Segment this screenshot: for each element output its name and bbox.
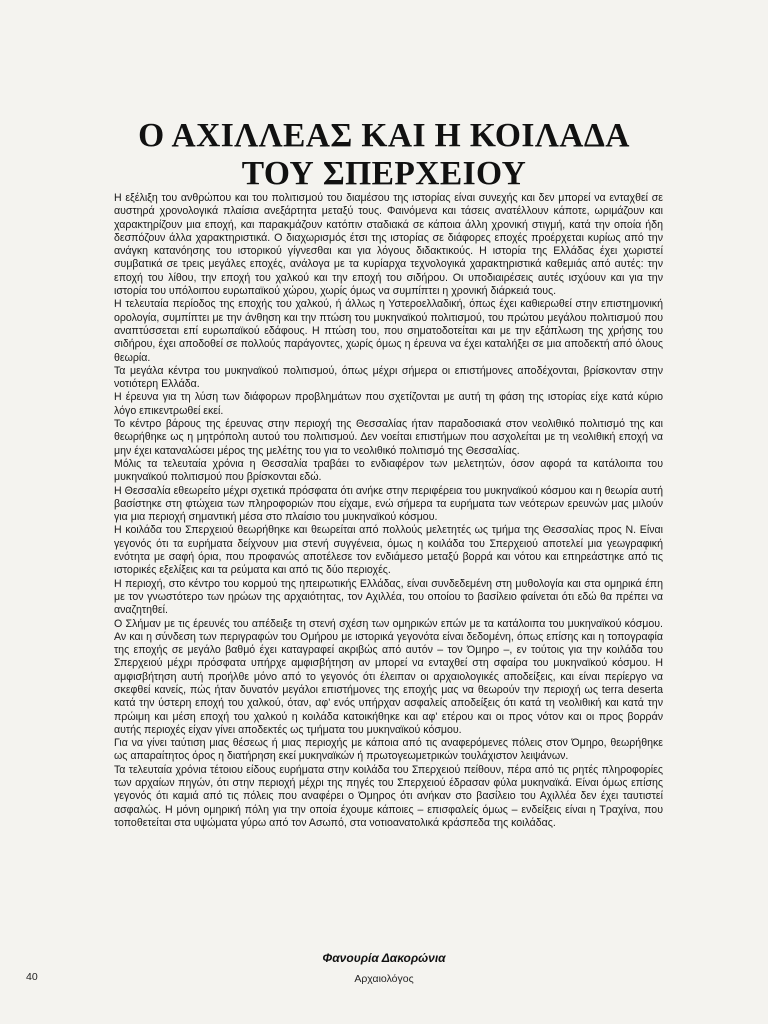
paragraph: Η έρευνα για τη λύση των διάφορων προβλημάτων που σχετίζονται με αυτή τη φάση της ιστορίας είχε κατά κύριο λόγο επικεντρωθεί εκεί.	[114, 391, 663, 417]
title-line-2: ΤΟΥ ΣΠΕΡΧΕΙΟΥ	[241, 155, 527, 192]
title-line-1: Ο ΑΧΙΛΛΕΑΣ ΚΑΙ Η ΚΟΙΛΑΔΑ	[138, 117, 630, 154]
paragraph: Το κέντρο βάρους της έρευνας στην περιοχή της Θεσσαλίας ήταν παραδοσιακά στον νεολιθικό πολιτισμό της και θεωρήθηκε ως η μητρόπολη αυτού του πολιτισμού. Δεν νοείται επιστήμων που ασχολείται με τη νεολιθική εποχή να μην έχει καταναλώσει μέρος της μελέτης του για το νεολιθικό πολιτισμό της Θεσσαλίας.	[114, 418, 663, 457]
paragraph: Η κοιλάδα του Σπερχειού θεωρήθηκε και θεωρείται από πολλούς μελετητές ως τμήμα της Θεσσαλίας προς Ν. Είναι γεγονός ότι τα ευρήματα δείχνουν μια στενή συγγένεια, όμως η κοιλάδα του Σπερχειού αποτελεί μια γεωγραφική ενότητα με σαφή όρια, που προφανώς αποτέλεσε τον ενδιάμεσο μεταξύ βορρά και νότου και επηρεάστηκε από τις ιστορικές εξελίξεις και τα ρεύματα και από τις δύο περιοχές.	[114, 524, 663, 577]
paragraph: Η τελευταία περίοδος της εποχής του χαλκού, ή άλλως η Υστεροελλαδική, όπως έχει καθιερωθεί στην επιστημονική ορολογία, συμπίπτει με την άνθηση και την πτώση του μυκηναϊκού πολιτισμού, του πρώτου μεγάλου πολιτισμού που αναπτύσσεται επί ευρωπαϊκού εδάφους. Η πτώση του, που σηματοδοτείται και με την εξάπλωση της χρήσης του σιδήρου, έχει αποδοθεί σε πολλούς παράγοντες, χωρίς όμως η έρευνα να έχει καταλήξει σε μια αποδεκτή από όλους θεωρία.	[114, 298, 663, 364]
paragraph: Για να γίνει ταύτιση μιας θέσεως ή μιας περιοχής με κάποια από τις αναφερόμενες πόλεις στον Όμηρο, θεωρήθηκε ως απαραίτητος όρος η διατήρηση εκεί μυκηναϊκών ή πρωτογεωμετρικών τουλάχιστον λειψάνων.	[114, 737, 663, 763]
paragraph: Η Θεσσαλία εθεωρείτο μέχρι σχετικά πρόσφατα ότι ανήκε στην περιφέρεια του μυκηναϊκού κόσμου και η θεωρία αυτή βασίστηκε στη φτώχεια των πληροφοριών που είχαμε, ενώ σήμερα τα ευρήματα των νεότερων ερευνών μας μιλούν για μια περιοχή σημαντική μέσα στο πλαίσιο του μυκηναϊκού κόσμου.	[114, 484, 663, 524]
page-number: 40	[26, 971, 38, 983]
paragraph: Τα μεγάλα κέντρα του μυκηναϊκού πολιτισμού, όπως μέχρι σήμερα οι επιστήμονες αποδέχονται, βρίσκονταν στην νοτιότερη Ελλάδα.	[114, 364, 663, 391]
paragraph: Ο Σλήμαν με τις έρευνές του απέδειξε τη στενή σχέση των ομηρικών επών με τα κατάλοιπα του μυκηναϊκού κόσμου. Αν και η σύνδεση των περιγραφών του Ομήρου με ιστορικά γεγονότα είναι δεδομένη, όπως επίσης και η τοπογραφία της εποχής σε μεγάλο βαθμό έχει καταγραφεί ακριβώς από αυτόν – τον Όμηρο –, εν τούτοις για την κοιλάδα του Σπερχειού μέχρι πρόσφατα υπήρχε αμφισβήτηση αν μπορεί να ενταχθεί στη σφαίρα του μυκηναϊκού κόσμου. Η αμφισβήτηση αυτή προήλθε μόνο από το γεγονός ότι έλειπαν οι αρχαιολογικές αποδείξεις, και είναι περίεργο να σκεφθεί κανείς, πώς ήταν δυνατόν μεγάλοι επιστήμονες της εποχής μας να θεωρούν την περιοχή ως terra deserta κατά την ύστερη εποχή του χαλκού, όταν, αφ' ενός υπήρχαν ασφαλείς αποδείξεις ότι κατά τη νεολιθική και κατά την πρώιμη και μέση εποχή του χαλκού η κοιλάδα κατοικήθηκε και αφ' ετέρου και οι προς νότον και οι προς βορράν αυτής περιοχές είχαν γίνει αποδεκτές ως τμήματα του μυκηναϊκού κόσμου.	[114, 617, 663, 736]
paragraph: Η εξέλιξη του ανθρώπου και του πολιτισμού του διαμέσου της ιστορίας είναι συνεχής και δεν μπορεί να ενταχθεί σε αυστηρά χρονολογικά πλαίσια ανεξάρτητα μεταξύ τους. Φαινόμενα και τάσεις ανατέλλουν κάποτε, ωριμάζουν και χαρακτηρίζουν μια εποχή, και παρακμάζουν κατόπιν σταδιακά σε κάποια άλλη χρονική στιγμή, κατά την οποία ήδη δεσπόζουν άλλα χαρακτηριστικά. Ο διαχωρισμός έτσι της ιστορίας σε διάφορες εποχές προέρχεται κυρίως από την ανάγκη κατανόησης του ιστορικού γίγνεσθαι και για λόγους διδακτικούς. Η ιστορία της Ελλάδας έχει χωριστεί συμβατικά σε τρεις μεγάλες εποχές, ανάλογα με τα κυρίαρχα τεχνολογικά χαρακτηριστικά καθεμιάς από αυτές: την εποχή του λίθου, την εποχή του χαλκού και την εποχή του σιδήρου. Οι υποδιαιρέσεις αυτές ισχύουν και για την ιστορία του υπόλοιπου ευρωπαϊκού χώρου, χωρίς όμως να συμπίπτει η χρονική διάρκειά τους.	[114, 192, 663, 298]
author-role: Αρχαιολόγος	[354, 973, 414, 985]
paragraph: Η περιοχή, στο κέντρο του κορμού της ηπειρωτικής Ελλάδας, είναι συνδεδεμένη στη μυθολογία και στα ομηρικά έπη με τον γνωστότερο των ηρώων της αρχαιότητας, τον Αχιλλέα, του οποίου το βασίλειο φαίνεται ότι εδώ θα πρέπει να αναζητηθεί.	[114, 577, 663, 617]
author-name: Φανουρία Δακορώνια	[322, 951, 446, 965]
paragraph: Τα τελευταία χρόνια τέτοιου είδους ευρήματα στην κοιλάδα του Σπερχειού πείθουν, πέρα από τις ρητές πληροφορίες των αρχαίων πηγών, ότι στην περιοχή μέχρι της πηγές του Σπερχειού έδρασαν φύλα μυκηναϊκά. Είναι όμως επίσης γεγονός ότι καμιά από τις πόλεις που αναφέρει ο Όμηρος ότι ανήκαν στο βασίλειο του Αχιλλέα δεν έχει ταυτιστεί ασφαλώς. Η μόνη ομηρική πόλη για την οποία έχουμε κάποιες – επισφαλείς όμως – ενδείξεις είναι η Τραχίνα, που τοποθετείται στα υψώματα γύρω από τον Ασωπό, στα νοτιοανατολικά κράσπεδα της κοιλάδας.	[114, 763, 663, 829]
article-body	[114, 192, 663, 830]
article-title	[0, 117, 768, 193]
paragraph: Μόλις τα τελευταία χρόνια η Θεσσαλία τραβάει το ενδιαφέρον των μελετητών, όσον αφορά τα κατάλοιπα του μυκηναϊκού πολιτισμού που βρίσκονται εδώ.	[114, 457, 663, 484]
